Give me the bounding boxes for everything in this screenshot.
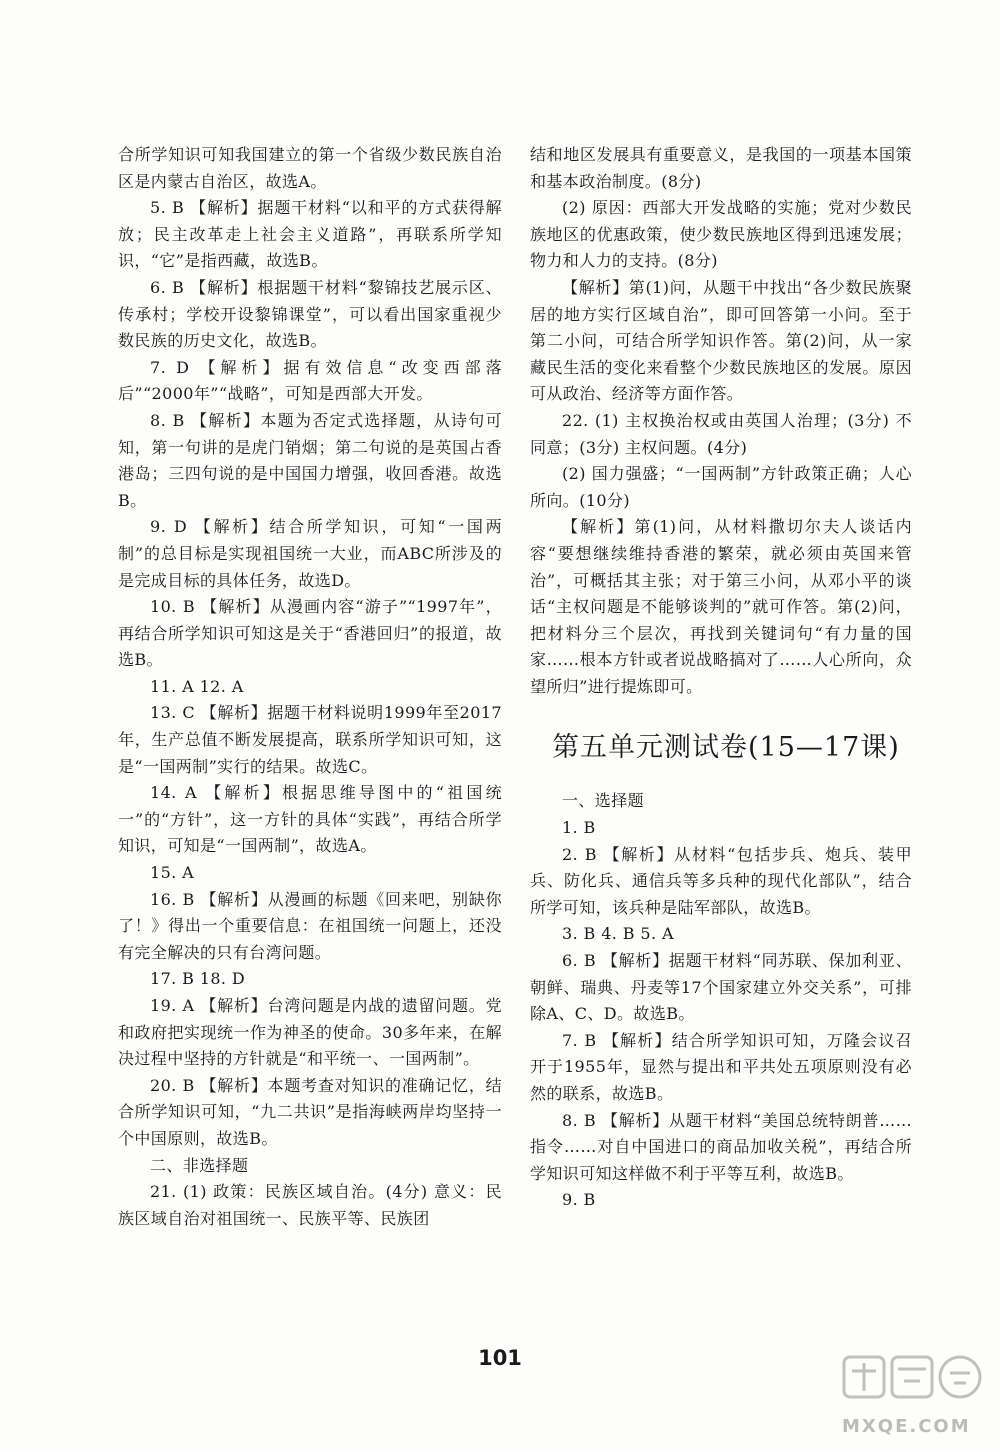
answer-paragraph: 【解析】第(1)问，从材料撒切尔夫人谈话内容“要想继续维持香港的繁荣，就必须由英国来管治”，可概括其主张；对于第三小问，从邓小平的谈话“主权问题是不能够谈判的”就可作答。第(2)问，把材料分三个层次，再找到关键词句“有力量的国家……根本方针或者说战略搞对了……人心所向，众望所归”进行提炼即可。 xyxy=(530,517,912,696)
page-number: 101 xyxy=(478,1346,522,1370)
right-column-top xyxy=(530,142,912,700)
answer-paragraph: 合所学知识可知我国建立的第一个省级少数民族自治区是内蒙古自治区，故选A。 xyxy=(118,145,502,191)
unit-title: 第五单元测试卷(15—17课) xyxy=(552,732,900,764)
answer-paragraph: 5. B 【解析】据题干材料“以和平的方式获得解放；民主改革走上社会主义道路”，再联系所学知识，“它”是指西藏，故选B。 xyxy=(118,198,502,271)
answer-paragraph: 11. A 12. A xyxy=(150,676,244,696)
watermark-logo xyxy=(838,1351,988,1441)
answer-paragraph: 8. B 【解析】本题为否定式选择题，从诗句可知，第一句讲的是虎门销烟；第二句说的是英国占香港岛；三四句说的是中国国力增强，收回香港。故选B。 xyxy=(118,410,502,510)
answer-paragraph: 13. C 【解析】据题干材料说明1999年至2017年，生产总值不断发展提高，联系所学知识可知，这是“一国两制”实行的结果。故选C。 xyxy=(118,703,502,776)
answer-paragraph: 3. B 4. B 5. A xyxy=(562,924,674,944)
answer-paragraph: 9. D 【解析】结合所学知识，可知“一国两制”的总目标是实现祖国统一大业，而ABC所涉及的是完成目标的具体任务，故选D。 xyxy=(118,517,502,590)
answer-paragraph: 15. A xyxy=(150,863,195,883)
answer-paragraph: 6. B 【解析】根据题干材料“黎锦技艺展示区、传承村；学校开设黎锦课堂”，可以看出国家重视少数民族的历史文化，故选B。 xyxy=(118,277,502,351)
right-column xyxy=(530,142,912,1214)
answer-paragraph: 10. B 【解析】从漫画内容“游子”“1997年”，再结合所学知识可知这是关于“香港回归”的报道，故选B。 xyxy=(118,597,502,670)
answer-paragraph: 一、选择题 xyxy=(562,791,645,811)
answer-paragraph: 19. A 【解析】台湾问题是内战的遗留问题。党和政府把实现统一作为神圣的使命。30多年来，在解决过程中坚持的方针就是“和平统一、一国两制”。 xyxy=(118,996,502,1069)
answer-paragraph: 7. D 【解析】据有效信息“改变西部落后”“2000年”“战略”，可知是西部大开发。 xyxy=(118,357,502,404)
answer-paragraph: 2. B 【解析】从材料“包括步兵、炮兵、装甲兵、防化兵、通信兵等多兵种的现代化部队”，结合所学可知，该兵种是陆军部队，故选B。 xyxy=(530,844,912,917)
answer-paragraph: 9. B xyxy=(562,1190,596,1210)
answer-paragraph: 17. B 18. D xyxy=(150,969,246,989)
answer-paragraph: 8. B 【解析】从题干材料“美国总统特朗普……指令……对自中国进口的商品加收关税”，再结合所学知识可知这样做不利于平等互利，故选B。 xyxy=(530,1110,912,1183)
answer-paragraph: 14. A 【解析】根据思维导图中的“祖国统一”的“方针”，这一方针的具体“实践”，再结合所学知识，可知是“一国两制”，故选A。 xyxy=(118,783,502,856)
answer-paragraph: (2) 国力强盛；“一国两制”方针政策正确；人心所向。(10分) xyxy=(530,464,912,510)
answer-paragraph: 二、非选择题 xyxy=(150,1155,249,1175)
answer-paragraph: 7. B 【解析】结合所学知识可知，万隆会议召开于1955年，显然与提出和平共处五项原则没有必然的联系，故选B。 xyxy=(530,1030,912,1103)
watermark-text: MXQE.COM xyxy=(842,1416,971,1437)
right-column-bottom xyxy=(530,788,912,1214)
answer-paragraph: 【解析】第(1)问，从题干中找出“各少数民族聚居的地方实行区域自治”，即可回答第一小问。至于第二小问，可结合所学知识作答。第(2)问，从一家藏民生活的变化来看整个少数民族地区的发展。原因可从政治、经济等方面作答。 xyxy=(530,277,912,404)
answer-paragraph: 20. B 【解析】本题考查对知识的准确记忆，结合所学知识可知，“九二共识”是指海峡两岸均坚持一个中国原则，故选B。 xyxy=(118,1075,502,1148)
answer-stamp-icon xyxy=(838,1351,988,1421)
answer-paragraph: 21. (1) 政策：民族区域自治。(4分) 意义：民族区域自治对祖国统一、民族平等、民族团 xyxy=(118,1182,502,1228)
answer-paragraph: 22. (1) 主权换治权或由英国人治理；(3分) 不同意；(3分) 主权问题。(4分) xyxy=(530,410,912,457)
answer-paragraph: 16. B 【解析】从漫画的标题《回来吧，别缺你了！》得出一个重要信息：在祖国统一问题上，还没有完全解决的只有台湾问题。 xyxy=(118,889,502,962)
answer-paragraph: (2) 原因：西部大开发战略的实施；党对少数民族地区的优惠政策，使少数民族地区得到迅速发展；物力和人力的支持。(8分) xyxy=(530,198,912,271)
answer-paragraph: 1. B xyxy=(562,818,596,838)
left-column xyxy=(118,142,502,1232)
answer-paragraph: 6. B 【解析】据题干材料“同苏联、保加利亚、朝鲜、瑞典、丹麦等17个国家建立外交关系”，可排除A、C、D。故选B。 xyxy=(530,951,912,1024)
answer-paragraph: 结和地区发展具有重要意义，是我国的一项基本国策和基本政治制度。(8分) xyxy=(530,145,912,191)
